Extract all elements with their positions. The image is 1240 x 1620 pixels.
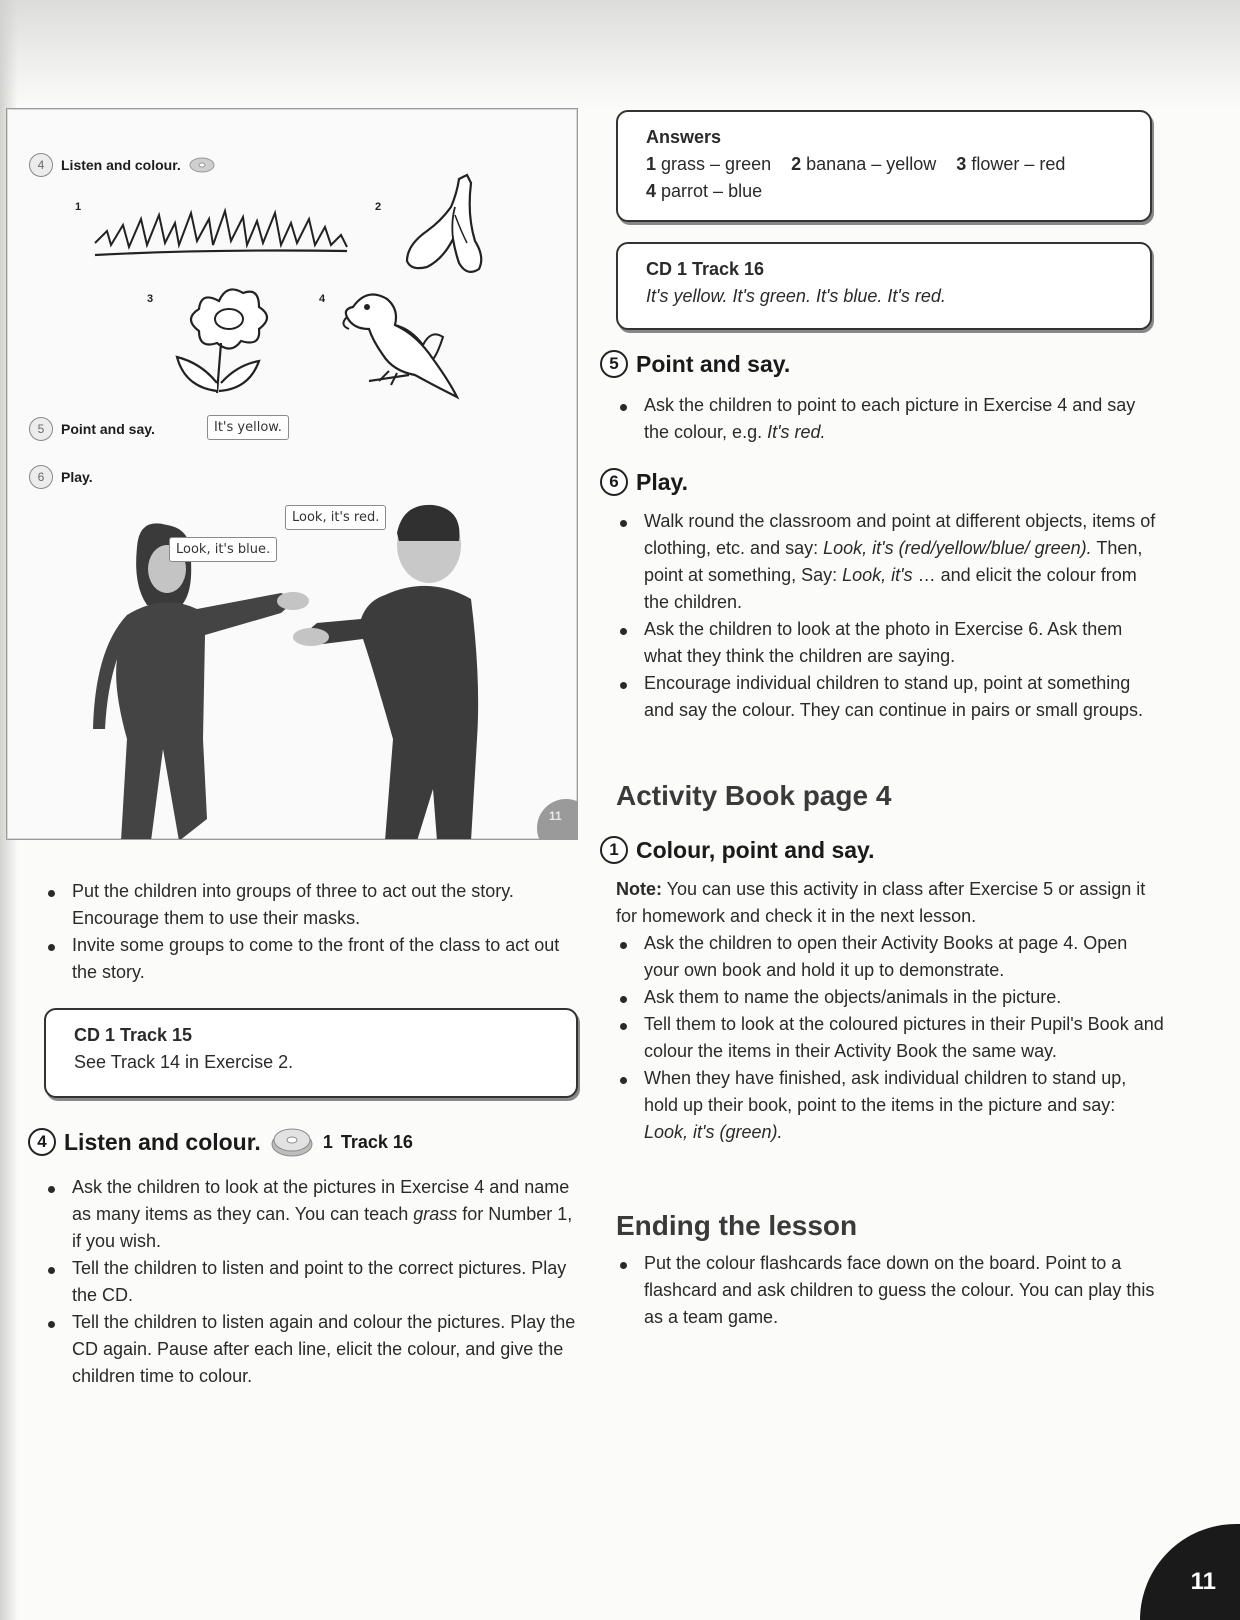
story-notes xyxy=(44,878,580,986)
listen-notes xyxy=(44,1174,580,1390)
note-paragraph: Note: You can use this activity in class after Exercise 5 or assign it for homework and check it in the next lesson. xyxy=(616,879,1146,926)
list-item: Ask the children to open their Activity Books at page 4. Open your own book and hold it up to demonstrate. xyxy=(616,930,1164,984)
cd-track-16-text: It's yellow. It's green. It's blue. It's red. xyxy=(646,286,946,306)
pp-exercise-5-number: 5 xyxy=(29,417,53,441)
listen-and-colour-heading xyxy=(28,1126,413,1158)
pp-exercise-6-number: 6 xyxy=(29,465,53,489)
list-item: When they have finished, ask individual children to stand up, hold up their book, point to the items in the picture and say: Look, it's (green). xyxy=(616,1065,1164,1146)
cd-track-16-box xyxy=(616,242,1152,330)
play-heading xyxy=(600,468,688,496)
colour-point-say-title: Colour, point and say. xyxy=(636,836,875,863)
pp-speech-bubble-boy: Look, it's red. xyxy=(285,505,386,530)
list-item: Ask the children to look at the photo in Exercise 6. Ask them what they think the children are saying. xyxy=(616,616,1164,670)
pp-item-number: 3 xyxy=(147,293,154,305)
banana-drawing xyxy=(397,171,491,281)
play-title: Play. xyxy=(636,468,688,495)
list-item: Walk round the classroom and point at different objects, items of clothing, etc. and say: Look, it's (red/yellow/blue/ green). Then, point at something, Say: Look, it's … and elicit the colour from the children. xyxy=(616,508,1164,616)
children-pointing-photo xyxy=(67,489,527,840)
exercise-number: 4 xyxy=(28,1128,56,1156)
story-bullet-list xyxy=(44,878,580,986)
ending-lesson-title: Ending the lesson xyxy=(616,1210,858,1241)
cd-track-16-title: CD 1 Track 16 xyxy=(646,259,765,279)
cd-icon xyxy=(189,157,215,173)
pp-exercise-6-heading xyxy=(29,465,93,489)
activity-book-title: Activity Book page 4 xyxy=(616,780,892,811)
parrot-drawing xyxy=(333,285,465,403)
pp-exercise-5-title: Point and say. xyxy=(61,421,155,437)
list-item: Tell the children to listen and point to the correct pictures. Play the CD. xyxy=(44,1255,580,1309)
cd-track-15-text: See Track 14 in Exercise 2. xyxy=(74,1052,294,1072)
point-and-say-notes xyxy=(616,392,1164,446)
page-number: 11 xyxy=(1190,1568,1216,1595)
cd-icon xyxy=(269,1126,315,1158)
cd-track-15-box xyxy=(44,1008,578,1098)
list-item: Put the colour flashcards face down on the board. Point to a flashcard and ask children to guess the colour. You can play this as a team game. xyxy=(616,1250,1164,1331)
exercise-number: 5 xyxy=(600,350,628,378)
scan-shadow-top xyxy=(0,0,1240,108)
pp-speech-bubble: It's yellow. xyxy=(207,415,289,440)
listen-bullet-list xyxy=(44,1174,580,1390)
flower-drawing xyxy=(155,283,285,395)
list-item: Put the children into groups of three to act out the story. Encourage them to use their masks. xyxy=(44,878,580,932)
grass-drawing xyxy=(89,205,353,263)
list-item: Tell them to look at the coloured pictures in their Pupil's Book and colour the items in their Activity Book the same way. xyxy=(616,1011,1164,1065)
cd-track-15-title: CD 1 Track 15 xyxy=(74,1025,193,1045)
exercise-number: 1 xyxy=(600,836,628,864)
pp-speech-bubble-girl: Look, it's blue. xyxy=(169,537,277,562)
list-item: Ask the children to point to each picture in Exercise 4 and say the colour, e.g. It's red. xyxy=(616,392,1164,446)
pp-item-number: 1 xyxy=(75,201,82,213)
pp-item-number: 2 xyxy=(375,201,382,213)
play-notes xyxy=(616,508,1164,724)
pp-exercise-4-number: 4 xyxy=(29,153,53,177)
answers-box xyxy=(616,110,1152,222)
track-label: Track 16 xyxy=(340,1131,413,1152)
exercise-number: 6 xyxy=(600,468,628,496)
pupil-book-page-thumbnail xyxy=(6,108,578,840)
point-and-say-title: Point and say. xyxy=(636,350,791,377)
pp-item-number: 4 xyxy=(319,293,326,305)
list-item: Ask them to name the objects/animals in the picture. xyxy=(616,984,1164,1011)
colour-point-say-notes xyxy=(616,876,1164,1146)
cd-number: 1 xyxy=(322,1131,333,1152)
ending-lesson-notes xyxy=(616,1250,1164,1331)
colour-point-say-heading xyxy=(600,836,875,864)
pp-exercise-4-heading xyxy=(29,153,215,177)
pp-exercise-4-title: Listen and colour. xyxy=(61,157,181,173)
list-item: Encourage individual children to stand up, point at something and say the colour. They can continue in pairs or small groups. xyxy=(616,670,1164,724)
listen-and-colour-title: Listen and colour. xyxy=(64,1128,261,1155)
pp-exercise-6-title: Play. xyxy=(61,469,93,485)
pp-page-number: 11 xyxy=(537,799,578,840)
answers-title: Answers xyxy=(646,127,722,147)
list-item: Ask the children to look at the pictures in Exercise 4 and name as many items as they can. You can teach grass for Number 1, if you wish. xyxy=(44,1174,580,1255)
page-number-tab xyxy=(1140,1524,1240,1620)
list-item: Tell the children to listen again and colour the pictures. Play the CD again. Pause after each line, elicit the colour, and give the children time to colour. xyxy=(44,1309,580,1390)
list-item: Invite some groups to come to the front of the class to act out the story. xyxy=(44,932,580,986)
answers-line-2: 4 parrot – blue xyxy=(646,181,763,201)
answers-line-1: 1 grass – green 2 banana – yellow 3 flower – red xyxy=(646,154,1066,174)
point-and-say-heading xyxy=(600,350,790,378)
pp-exercise-5-heading xyxy=(29,417,155,441)
